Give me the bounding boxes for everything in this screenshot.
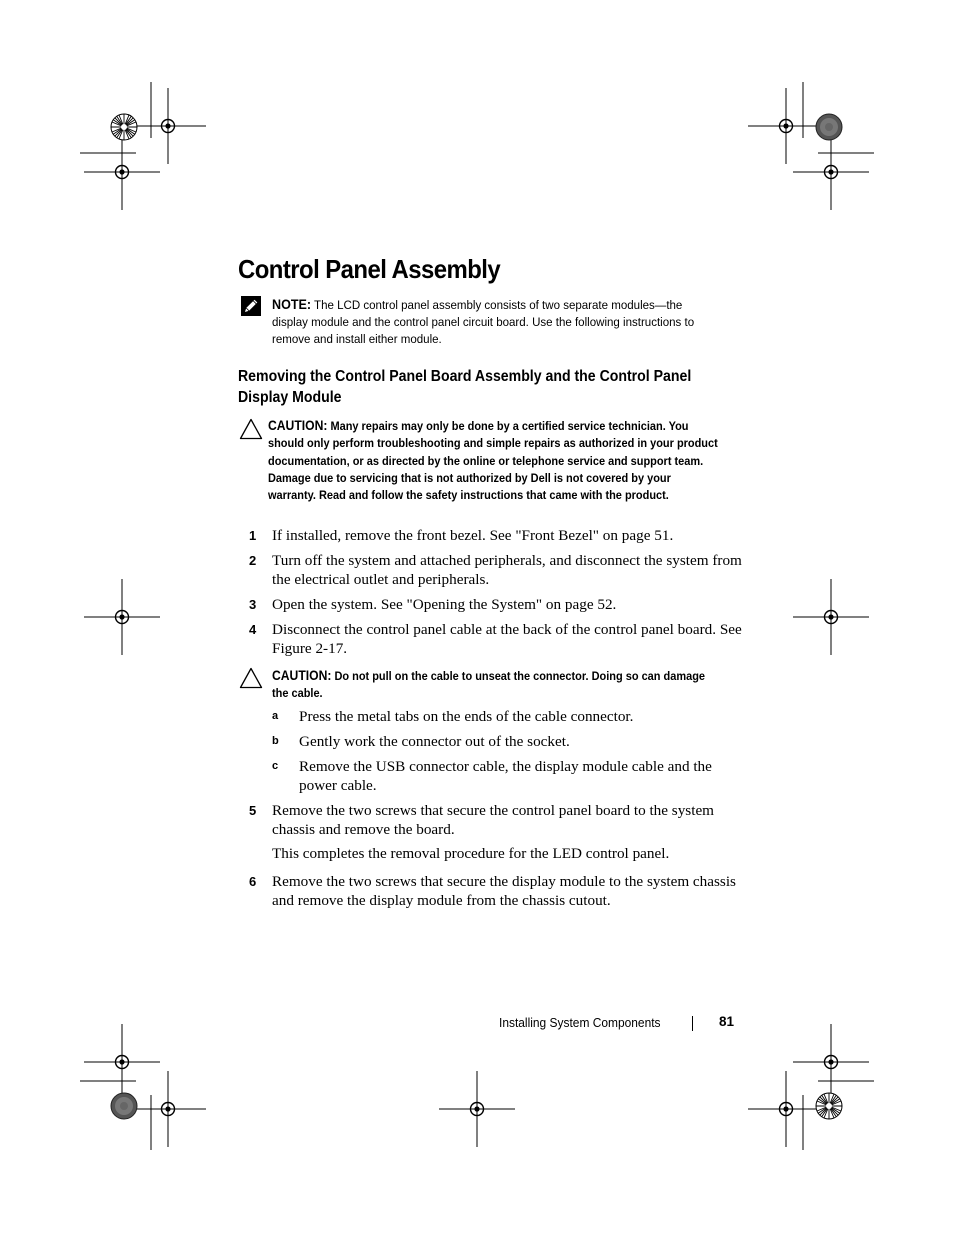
caution-text: Many repairs may only be done by a certified service technician. You should only perform troubleshooting and simple repairs as authorized in your product documentation, or as directed by the online or telephone service and support team. Damage due to servicing that is not authorized by Dell is not covered by your warranty. Read and follow the safety instructions that came with the product. xyxy=(268,419,718,503)
step-text: Remove the two screws that secure the display module to the system chassis and remove the display module from the chassis cutout. xyxy=(272,873,736,909)
caution-text: Do not pull on the cable to unseat the connector. Doing so can damage the cable. xyxy=(272,669,705,701)
step-text: Disconnect the control panel cable at the back of the control panel board. See Figure 2-17. xyxy=(272,621,742,657)
substep-letter: a xyxy=(272,710,279,722)
step-number: 6 xyxy=(249,874,257,889)
step-number: 5 xyxy=(249,803,257,818)
step-number: 2 xyxy=(249,553,257,568)
step-number: 3 xyxy=(249,597,257,612)
step-text: If installed, remove the front bezel. See "Front Bezel" on page 51. xyxy=(272,527,674,544)
footer-divider xyxy=(692,1016,693,1031)
step-text: Open the system. See "Opening the System" on page 52. xyxy=(272,596,617,613)
note-block xyxy=(272,296,709,348)
substep-text: Remove the USB connector cable, the display module cable and the power cable. xyxy=(299,758,712,794)
caution-triangle-icon xyxy=(239,667,263,689)
substep-text: Gently work the connector out of the socket. xyxy=(299,733,570,750)
step-5-note: This completes the removal procedure for the LED control panel. xyxy=(272,845,670,862)
substep-letter: c xyxy=(272,760,279,772)
caution-block-1 xyxy=(268,417,718,504)
caution-block-2 xyxy=(272,667,722,703)
page-title: Control Panel Assembly xyxy=(238,254,501,284)
substep-letter: b xyxy=(272,735,279,747)
note-text: The LCD control panel assembly consists of two separate modules—the display module and the control panel circuit board. Use the following instructions to remove and install either module. xyxy=(272,298,695,346)
pencil-note-icon xyxy=(240,295,262,317)
footer-section-title: Installing System Components xyxy=(499,1015,661,1030)
step-number: 1 xyxy=(249,528,257,543)
section-heading: Removing the Control Panel Board Assembly and the Control Panel Display Module xyxy=(238,368,692,406)
caution-label: CAUTION: xyxy=(268,418,328,433)
substep-text: Press the metal tabs on the ends of the cable connector. xyxy=(299,708,634,725)
step-text: Remove the two screws that secure the control panel board to the system chassis and remove the board. xyxy=(272,802,714,838)
caution-label: CAUTION: xyxy=(272,668,332,683)
caution-triangle-icon xyxy=(239,418,263,440)
note-label: NOTE: xyxy=(272,297,312,312)
page-number: 81 xyxy=(719,1014,735,1029)
step-number: 4 xyxy=(249,622,257,637)
step-text: Turn off the system and attached peripherals, and disconnect the system from the electrical outlet and peripherals. xyxy=(272,552,742,588)
